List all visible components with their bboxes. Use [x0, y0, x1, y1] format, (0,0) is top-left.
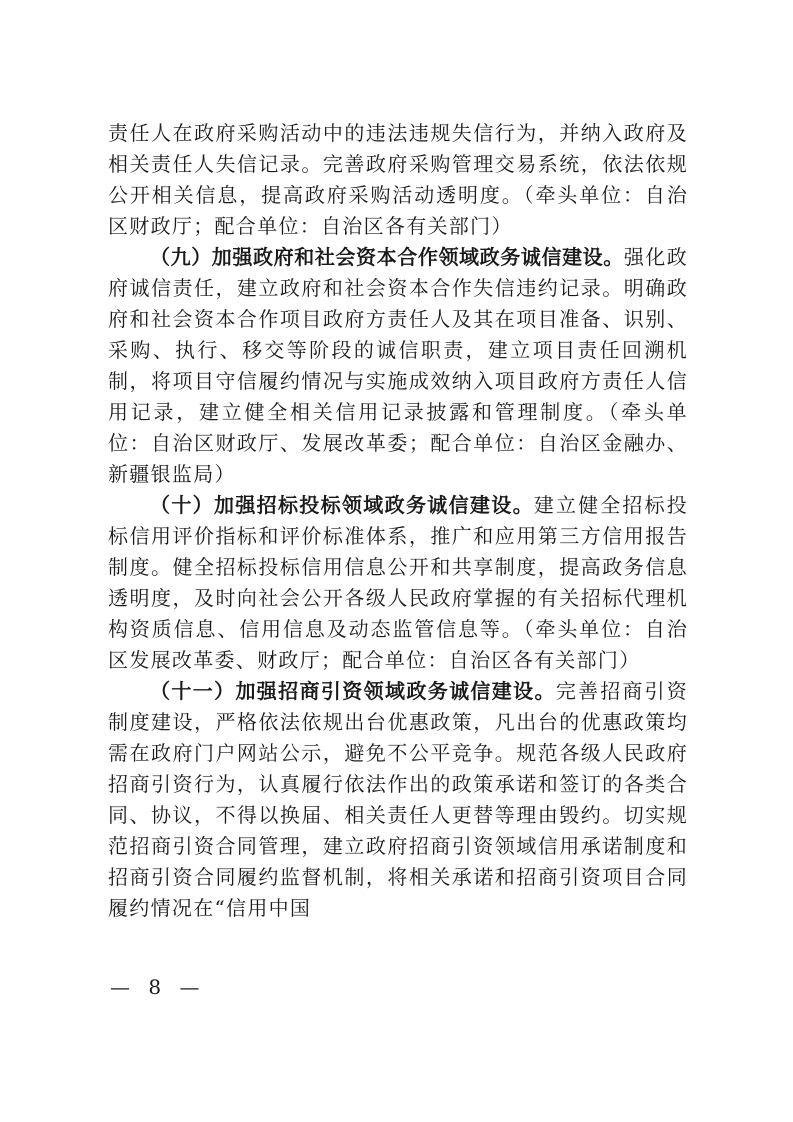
paragraph-text: 强化政府诚信责任，建立政府和社会资本合作失信违约记录。明确政府和社会资本合作项目政府方责任人及其在项目准备、识别、采购、执行、移交等阶段的诚信职责，建立项目责任回溯机制，将项目守信履约情况与实施成效纳入项目政府方责任人信用记录，建立健全相关信用记录披露和管理制度。（牵头单位：自治区财政厅、发展改革委；配合单位：自治区金融办、新疆银监局） [108, 245, 688, 486]
section-heading: （十）加强招标投标领域政务诚信建设。 [150, 493, 534, 517]
paragraph-section-10 [108, 490, 688, 676]
paragraph-text: 责任人在政府采购活动中的违法违规失信行为，并纳入政府及相关责任人失信记录。完善政府采购管理交易系统，依法依规公开相关信息，提高政府采购活动透明度。（牵头单位：自治区财政厅；配合单位：自治区各有关部门） [108, 121, 688, 238]
section-heading: （十一）加强招商引资领域政务诚信建设。 [150, 679, 556, 703]
paragraph-text: 完善招商引资制度建设，严格依法依规出台优惠政策，凡出台的优惠政策均需在政府门户网站公示，避免不公平竞争。规范各级人民政府招商引资行为，认真履行依法作出的政策承诺和签订的各类合同、协议，不得以换届、相关责任人更替等理由毁约。切实规范招商引资合同管理，建立政府招商引资领域信用承诺制度和招商引资合同履约监督机制，将相关承诺和招商引资项目合同履约情况在“信用中国 [108, 679, 689, 920]
page-number: — 8 — [110, 975, 206, 999]
section-heading: （九）加强政府和社会资本合作领域政务诚信建设。 [150, 245, 624, 269]
paragraph-section-11 [108, 676, 688, 924]
paragraph-section-9 [108, 242, 688, 490]
document-body [108, 118, 688, 924]
paragraph-continuation [108, 118, 688, 242]
paragraph-text: 建立健全招标投标信用评价指标和评价标准体系，推广和应用第三方信用报告制度。健全招标投标信用信息公开和共享制度，提高政务信息透明度，及时向社会公开各级人民政府掌握的有关招标代理机构资质信息、信用信息及动态监管信息等。（牵头单位：自治区发展改革委、财政厅；配合单位：自治区各有关部门） [108, 493, 688, 672]
